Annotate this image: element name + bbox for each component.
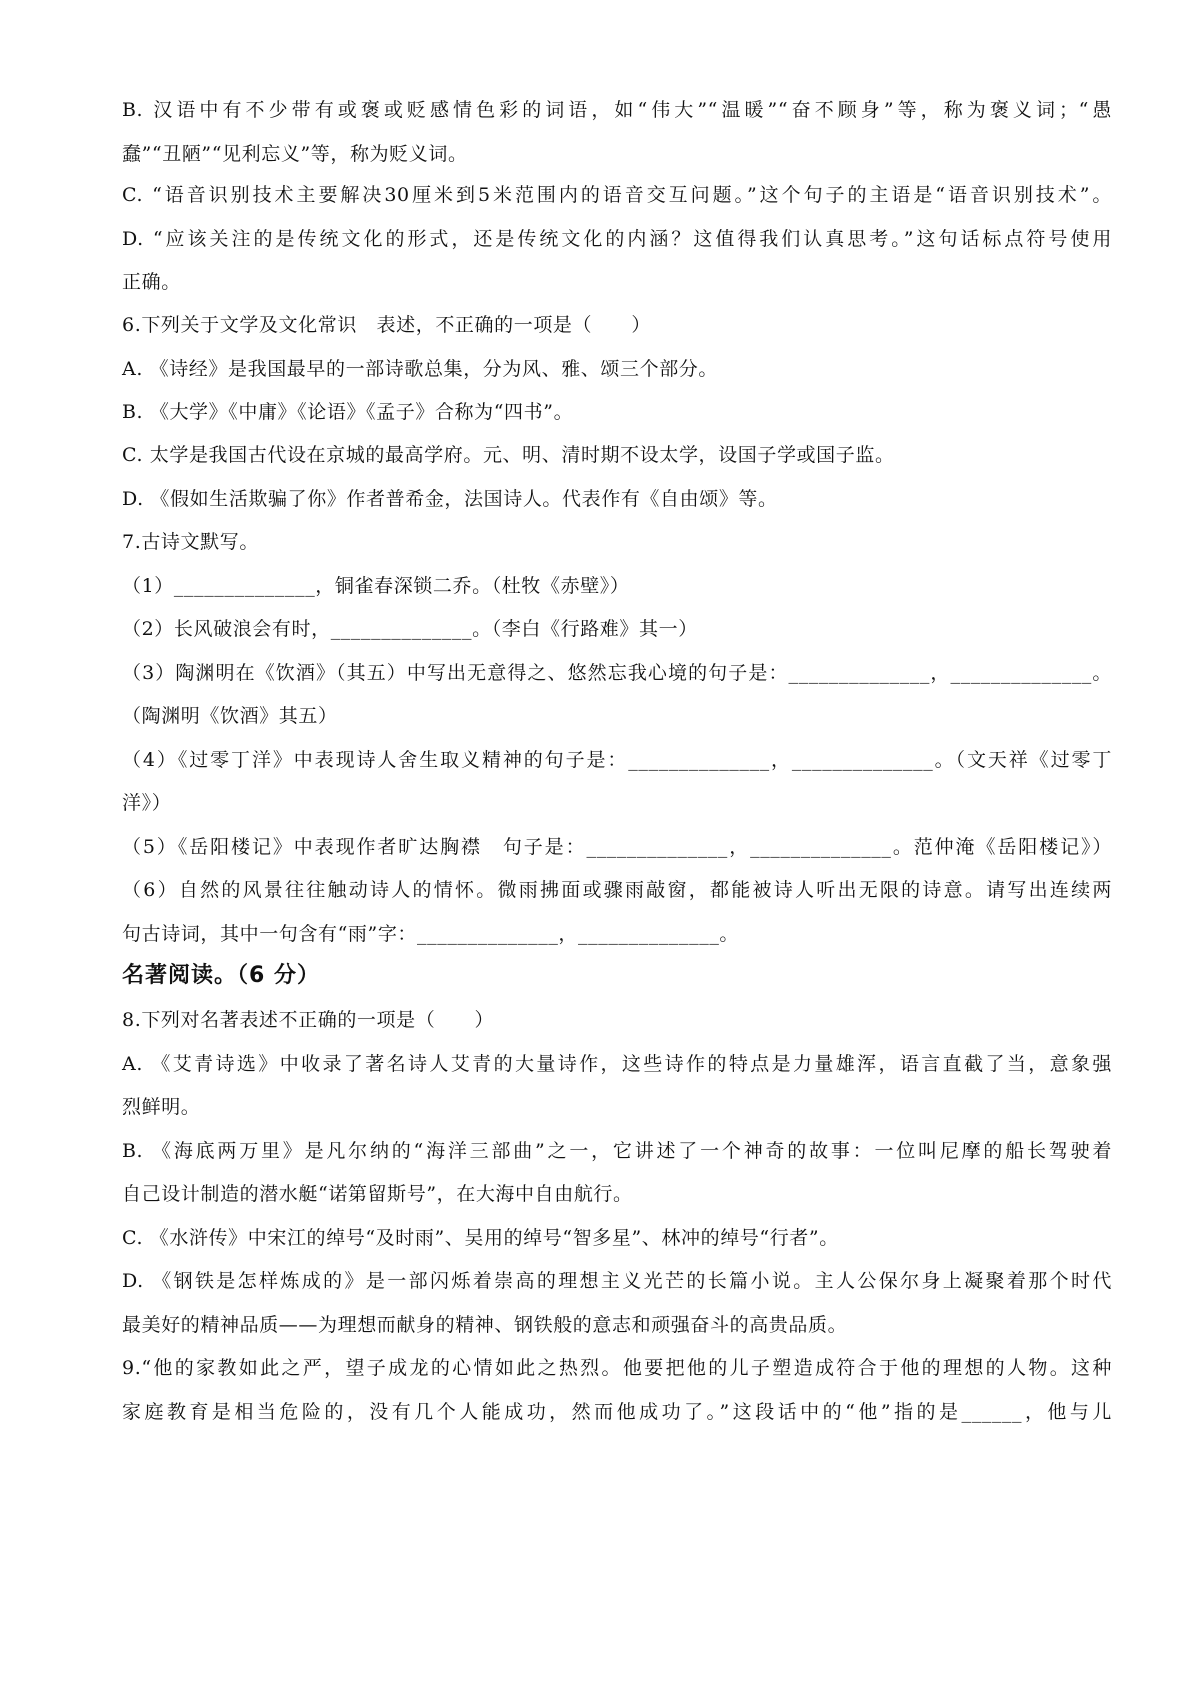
question-7-stem: 7.古诗文默写。 <box>122 531 259 553</box>
question-6-option-b: B. 《大学》《中庸》《论语》《孟子》合称为“四书”。 <box>122 401 574 423</box>
question-8-option-a-line-1: A. 《艾青诗选》中收录了著名诗人艾青的大量诗作，这些诗作的特点是力量雄浑，语言直截了当，意象强 <box>122 1053 1112 1075</box>
question-8-option-c: C. 《水浒传》中宋江的绰号“及时雨”、吴用的绰号“智多星”、林冲的绰号“行者”。 <box>122 1227 839 1249</box>
question-7-item-2: （2）长风破浪会有时，______________。（李白《行路难》其一） <box>122 618 698 640</box>
question-6-option-c: C. 太学是我国古代设在京城的最高学府。元、明、清时期不设太学，设国子学或国子监。 <box>122 444 895 466</box>
question-9-line-1: 9.“他的家教如此之严，望子成龙的心情如此之热烈。他要把他的儿子塑造成符合于他的理想的人物。这种 <box>122 1357 1112 1379</box>
section-heading: 名著阅读。（6 分） <box>122 963 320 988</box>
question-8-option-b-line-2: 自己设计制造的潜水艇“诺第留斯号”，在大海中自由航行。 <box>122 1183 633 1205</box>
question-6-option-a: A. 《诗经》是我国最早的一部诗歌总集，分为风、雅、颂三个部分。 <box>122 358 719 380</box>
question-7-item-1: （1）______________，铜雀春深锁二乔。（杜牧《赤壁》） <box>122 575 630 597</box>
option-b-line-1: B. 汉语中有不少带有或褒或贬感情色彩的词语，如“伟大”“温暖”“奋不顾身”等，称为褒义词；“愚 <box>122 99 1112 121</box>
question-8-option-b-line-1: B. 《海底两万里》是凡尔纳的“海洋三部曲”之一，它讲述了一个神奇的故事：一位叫尼摩的船长驾驶着 <box>122 1140 1112 1162</box>
question-7-item-5: （5）《岳阳楼记》中表现作者旷达胸襟 句子是：______________，______________。范仲淹《岳阳楼记》） <box>122 836 1112 858</box>
option-b-line-2: 蠢”“丑陋”“见利忘义”等，称为贬义词。 <box>122 143 468 165</box>
question-6-option-d: D. 《假如生活欺骗了你》作者普希金，法国诗人。代表作有《自由颂》等。 <box>122 488 778 510</box>
option-c-line: C. “语音识别技术主要解决30厘米到5米范围内的语音交互问题。”这个句子的主语是“语音识别技术”。 <box>122 184 1112 206</box>
question-7-item-4-line-1: （4）《过零丁洋》中表现诗人舍生取义精神的句子是：______________，______________。（文天祥《过零丁 <box>122 749 1112 771</box>
question-7-item-3-line-2: （陶渊明《饮酒》其五） <box>122 705 338 727</box>
question-8-option-d-line-1: D. 《钢铁是怎样炼成的》是一部闪烁着崇高的理想主义光芒的长篇小说。主人公保尔身上凝聚着那个时代 <box>122 1270 1112 1292</box>
question-8-option-a-line-2: 烈鲜明。 <box>122 1096 201 1118</box>
question-7-item-3-line-1: （3）陶渊明在《饮酒》（其五）中写出无意得之、悠然忘我心境的句子是：______________，______________。 <box>122 662 1112 684</box>
option-d-line-1: D. “应该关注的是传统文化的形式，还是传统文化的内涵？这值得我们认真思考。”这句话标点符号使用 <box>122 228 1112 250</box>
question-7-item-6-line-2: 句古诗词，其中一句含有“雨”字：______________，______________。 <box>122 923 740 945</box>
question-6-stem: 6.下列关于文学及文化常识 表述，不正确的一项是（ ） <box>122 314 651 336</box>
question-7-item-4-line-2: 洋》） <box>122 792 172 814</box>
option-d-line-2: 正确。 <box>122 271 181 293</box>
question-7-item-6-line-1: （6）自然的风景往往触动诗人的情怀。微雨拂面或骤雨敲窗，都能被诗人听出无限的诗意。请写出连续两 <box>122 879 1112 901</box>
question-9-line-2: 家庭教育是相当危险的，没有几个人能成功，然而他成功了。”这段话中的“他”指的是______，他与儿 <box>122 1401 1112 1423</box>
question-8-stem: 8.下列对名著表述不正确的一项是（ ） <box>122 1009 495 1031</box>
question-8-option-d-line-2: 最美好的精神品质——为理想而献身的精神、钢铁般的意志和顽强奋斗的高贵品质。 <box>122 1314 848 1336</box>
